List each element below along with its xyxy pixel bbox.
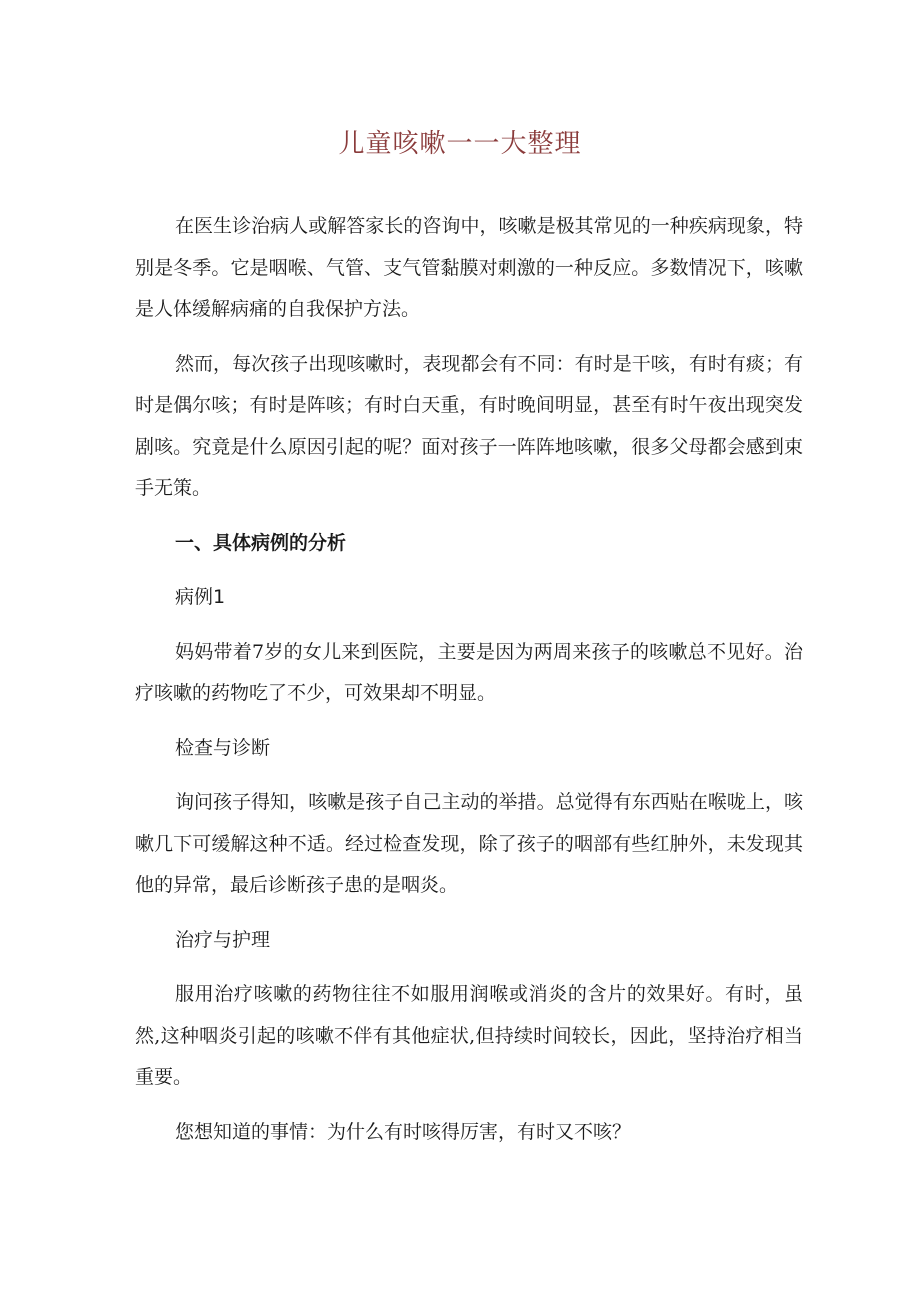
paragraph-intro: 在医生诊治病人或解答家长的咨询中，咳嗽是极其常见的一种疾病现象，特别是冬季。它是咽喉、气管、支气管黏膜对刺激的一种反应。多数情况下，咳嗽是人体缓解病痛的自我保护方法。 — [135, 215, 803, 320]
paragraph-diagnosis: 询问孩子得知，咳嗽是孩子自己主动的举措。总觉得有东西贴在喉咙上，咳嗽几下可缓解这种不适。经过检查发现，除了孩子的咽部有些红肿外，未发现其他的异常，最后诊断孩子患的是咽炎。 — [135, 791, 803, 896]
page-title: 儿童咳嗽一一大整理 — [338, 129, 582, 159]
case-label: 病例1 — [175, 586, 226, 608]
paragraph-case: 妈妈带着7岁的女儿来到医院，主要是因为两周来孩子的咳嗽总不见好。治疗咳嗽的药物吃了不少，可效果却不明显。 — [135, 640, 803, 704]
document-body — [135, 206, 803, 1166]
diagnosis-label: 检查与诊断 — [175, 736, 271, 759]
paragraph-treatment: 服用治疗咳嗽的药物往往不如服用润喉或消炎的含片的效果好。有时，虽然,这种咽炎引起的咳嗽不伴有其他症状,但持续时间较长，因此，坚持治疗相当重要。 — [135, 983, 803, 1088]
treatment-label: 治疗与护理 — [175, 928, 271, 951]
section-heading: 一、具体病例的分析 — [175, 531, 347, 554]
paragraph-symptoms: 然而，每次孩子出现咳嗽时，表现都会有不同：有时是干咳，有时有痰；有时是偶尔咳；有时是阵咳；有时白天重，有时晚间明显，甚至有时午夜出现突发剧咳。究竟是什么原因引起的呢？面对孩子一阵阵地咳嗽，很多父母都会感到束手无策。 — [135, 352, 803, 499]
paragraph-question: 您想知道的事情：为什么有时咳得厉害，有时又不咳？ — [175, 1120, 632, 1143]
